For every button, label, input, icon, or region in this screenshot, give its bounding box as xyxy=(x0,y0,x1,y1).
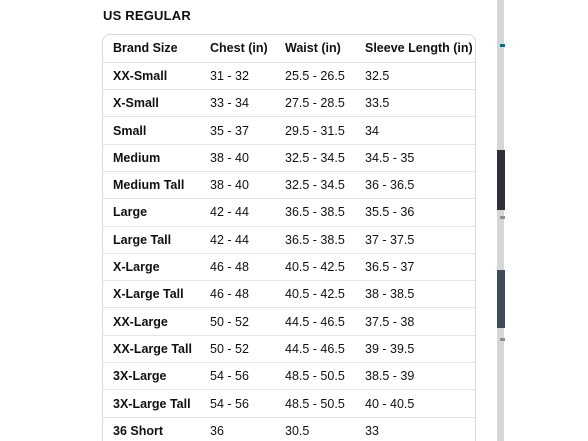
header-brand-size: Brand Size xyxy=(113,41,178,56)
table-row xyxy=(103,417,475,441)
table-row xyxy=(103,226,475,253)
cell-waist: 40.5 - 42.5 xyxy=(285,287,345,302)
table-row xyxy=(103,308,475,335)
cell-chest: 36 xyxy=(210,423,224,438)
cell-brand-size: Large xyxy=(113,205,148,220)
cell-chest: 50 - 52 xyxy=(210,341,249,356)
cell-waist: 36.5 - 38.5 xyxy=(285,205,345,220)
cell-waist: 36.5 - 38.5 xyxy=(285,232,345,247)
cell-chest: 38 - 40 xyxy=(210,150,249,165)
background-product-image xyxy=(497,150,505,210)
cell-sleeve-length: 34 xyxy=(365,123,379,138)
cell-chest: 54 - 56 xyxy=(210,396,249,411)
cell-brand-size: X-Large Tall xyxy=(113,287,184,302)
cell-sleeve-length: 39 - 39.5 xyxy=(365,341,415,356)
cell-sleeve-length: 32.5 xyxy=(365,68,390,83)
cell-chest: 31 - 32 xyxy=(210,68,249,83)
table-row xyxy=(103,281,475,308)
cell-waist: 40.5 - 42.5 xyxy=(285,260,345,275)
cell-sleeve-length: 37.5 - 38 xyxy=(365,314,415,329)
cell-sleeve-length: 33.5 xyxy=(365,96,390,111)
cell-sleeve-length: 37 - 37.5 xyxy=(365,232,415,247)
cell-sleeve-length: 33 xyxy=(365,423,379,438)
header-sleeve-length: Sleeve Length (in) xyxy=(365,41,473,56)
table-row xyxy=(103,335,475,362)
background-product-image xyxy=(497,270,505,328)
cell-waist: 48.5 - 50.5 xyxy=(285,396,345,411)
background-text-fragment xyxy=(500,216,505,219)
cell-brand-size: 36 Short xyxy=(113,423,164,438)
cell-waist: 30.5 xyxy=(285,423,310,438)
cell-chest: 38 - 40 xyxy=(210,178,249,193)
table-row xyxy=(103,171,475,198)
cell-sleeve-length: 38.5 - 39 xyxy=(365,369,415,384)
cell-sleeve-length: 36 - 36.5 xyxy=(365,178,415,193)
table-row xyxy=(103,363,475,390)
cell-brand-size: X-Large xyxy=(113,260,160,275)
cell-chest: 42 - 44 xyxy=(210,232,249,247)
background-text-fragment xyxy=(500,338,505,341)
table-body xyxy=(103,62,475,441)
cell-chest: 33 - 34 xyxy=(210,96,249,111)
cell-sleeve-length: 40 - 40.5 xyxy=(365,396,415,411)
cell-brand-size: XX-Large Tall xyxy=(113,341,192,356)
cell-brand-size: Medium xyxy=(113,150,161,165)
cell-waist: 44.5 - 46.5 xyxy=(285,314,345,329)
table-row xyxy=(103,62,475,89)
cell-waist: 44.5 - 46.5 xyxy=(285,341,345,356)
table-row xyxy=(103,117,475,144)
background-link-fragment xyxy=(500,44,505,47)
cell-waist: 32.5 - 34.5 xyxy=(285,178,345,193)
cell-brand-size: 3X-Large Tall xyxy=(113,396,191,411)
cell-brand-size: Large Tall xyxy=(113,232,172,247)
cell-chest: 54 - 56 xyxy=(210,369,249,384)
cell-waist: 27.5 - 28.5 xyxy=(285,96,345,111)
cell-chest: 50 - 52 xyxy=(210,314,249,329)
header-chest: Chest (in) xyxy=(210,41,268,56)
cell-brand-size: XX-Small xyxy=(113,68,168,83)
cell-brand-size: X-Small xyxy=(113,96,159,111)
table-row xyxy=(103,144,475,171)
cell-chest: 46 - 48 xyxy=(210,260,249,275)
cell-sleeve-length: 36.5 - 37 xyxy=(365,260,415,275)
cell-brand-size: 3X-Large xyxy=(113,369,167,384)
cell-waist: 25.5 - 26.5 xyxy=(285,68,345,83)
table-row xyxy=(103,390,475,417)
cell-sleeve-length: 35.5 - 36 xyxy=(365,205,415,220)
section-title: US REGULAR xyxy=(103,8,191,23)
table-row xyxy=(103,253,475,280)
cell-sleeve-length: 34.5 - 35 xyxy=(365,150,415,165)
cell-brand-size: XX-Large xyxy=(113,314,168,329)
table-row xyxy=(103,90,475,117)
size-chart-table xyxy=(103,35,475,441)
cell-brand-size: Small xyxy=(113,123,147,138)
cell-sleeve-length: 38 - 38.5 xyxy=(365,287,415,302)
cell-chest: 46 - 48 xyxy=(210,287,249,302)
cell-waist: 48.5 - 50.5 xyxy=(285,369,345,384)
cell-waist: 29.5 - 31.5 xyxy=(285,123,345,138)
header-waist: Waist (in) xyxy=(285,41,341,56)
size-chart-table-container xyxy=(102,34,476,441)
cell-chest: 35 - 37 xyxy=(210,123,249,138)
cell-waist: 32.5 - 34.5 xyxy=(285,150,345,165)
cell-brand-size: Medium Tall xyxy=(113,178,185,193)
cell-chest: 42 - 44 xyxy=(210,205,249,220)
background-page xyxy=(497,0,588,441)
table-header-row xyxy=(103,35,475,62)
modal-scrollbar[interactable] xyxy=(497,0,504,441)
table-row xyxy=(103,199,475,226)
